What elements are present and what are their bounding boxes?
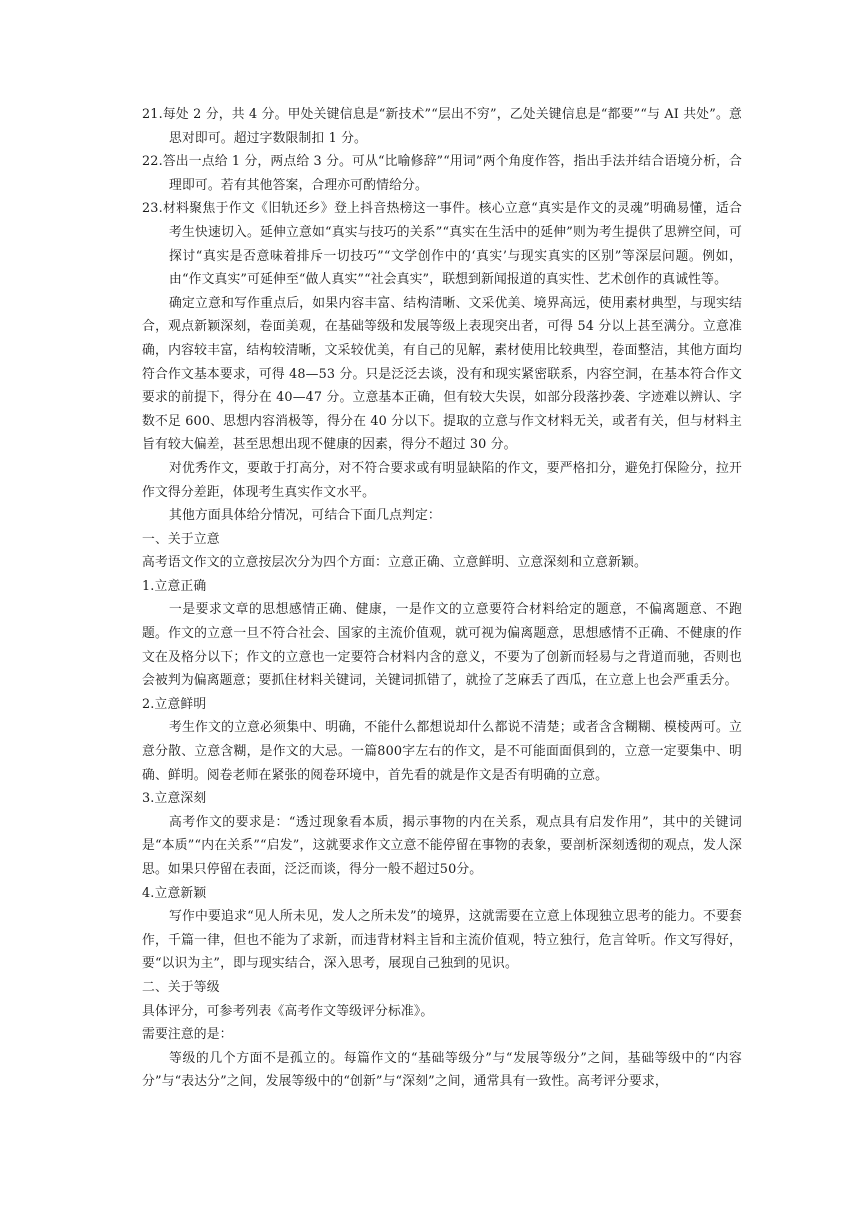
section-intro-lizi: 高考语文作文的立意按层次分为四个方面：立意正确、立意鲜明、立意深刻和立意新颖。	[142, 555, 647, 571]
subheading-distinct: 2.立意鲜明	[142, 696, 207, 712]
section-heading-lizi: 一、关于立意	[142, 531, 220, 547]
answer-23: 23.材料聚焦于作文《旧轨还乡》登上抖音热榜这一事件。核心立意“真实是作文的灵魂”明确易懂，适合考生快速切入。延伸立意如“真实与技巧的关系”“真实在生活中的延伸”则为考生提供了思辨空间，可探讨“真实是否意味着排斥一切技巧”“文学创作中的‘真实’与现实真实的区别”等深层问题。例如，由“作文真实”可延伸至“做人真实”“社会真实”，联想到新闻报道的真实性、艺术创作的真诚性等。	[142, 201, 742, 288]
subheading-correct: 1.立意正确	[142, 578, 207, 594]
grade-body: 等级的几个方面不是孤立的。每篇作文的“基础等级分”与“发展等级分”之间，基础等级中的“内容分”与“表达分”之间，发展等级中的“创新”与“深刻”之间，通常具有一致性。高考评分要求，	[142, 1050, 742, 1090]
subbody-distinct: 考生作文的立意必须集中、明确，不能什么都想说却什么都说不清楚；或者含含糊糊、模棱两可。立意分散、立意含糊，是作文的大忌。一篇800字左右的作文，是不可能面面俱到的，立意一定要集中、明确、鲜明。阅卷老师在紧张的阅卷环境中，首先看的就是作文是否有明确的立意。	[142, 720, 742, 783]
subbody-correct: 一是要求文章的思想感情正确、健康，一是作文的立意要符合材料给定的题意，不偏离题意、不跑题。作文的立意一旦不符合社会、国家的主流价值观，就可视为偏离题意，思想感情不正确、不健康的作文在及格分以下；作文的立意也一定要符合材料内含的意义，不要为了创新而轻易与之背道而驰，否则也会被判为偏离题意；要抓住材料关键词，关键词抓错了，就捡了芝麻丢了西瓜，在立意上也会严重丢分。	[142, 602, 742, 689]
subheading-novel: 4.立意新颖	[142, 885, 207, 901]
answer-key-page	[142, 103, 742, 1094]
subbody-novel: 写作中要追求“见人所未见，发人之所未发”的境界，这就需要在立意上体现独立思考的能力。不要套作，千篇一律，但也不能为了求新，而违背材料主旨和主流价值观，特立独行，危言耸听。作文写得好，要“以识为主”，即与现实结合，深入思考，展现自己独到的见识。	[142, 909, 742, 972]
section-heading-grade: 二、关于等级	[142, 979, 220, 995]
scoring-paragraph-1: 确定立意和写作重点后，如果内容丰富、结构清晰、文采优美、境界高远，使用素材典型，与现实结合，观点新颖深刻，卷面美观，在基础等级和发展等级上表现突出者，可得 54 分以上甚至满分。立意准确，内容较丰富，结构较清晰，文采较优美，有自己的见解，素材使用比较典型，卷面整洁，其他方面均符合作文基本要求，可得 48—53 分。只是泛泛去谈，没有和现实紧密联系，内容空洞，在基本符合作文要求的前提下，得分在 40—47 分。立意基本正确，但有较大失误，如部分段落抄袭、字迹难以辨认、字数不足 600、思想内容消极等，得分在 40 分以下。提取的立意与作文材料无关，或者有关，但与材料主旨有较大偏差，甚至思想出现不健康的因素，得分不超过 30 分。	[142, 295, 742, 453]
answer-22: 22.答出一点给 1 分，两点给 3 分。可从“比喻修辞”“用词”两个角度作答，指出手法并结合语境分析，合理即可。若有其他答案，合理亦可酌情给分。	[142, 154, 742, 193]
answer-21: 21.每处 2 分，共 4 分。甲处关键信息是“新技术”“层出不穷”，乙处关键信息是“都要”“与 AI 共处”。意思对即可。超过字数限制扣 1 分。	[142, 107, 742, 146]
scoring-paragraph-3: 其他方面具体给分情况，可结合下面几点判定：	[169, 508, 441, 524]
subheading-profound: 3.立意深刻	[142, 791, 207, 807]
grade-note-line: 需要注意的是：	[142, 1027, 233, 1043]
scoring-paragraph-2: 对优秀作文，要敢于打高分，对不符合要求或有明显缺陷的作文，要严格扣分，避免打保险分，拉开作文得分差距，体现考生真实作文水平。	[142, 460, 742, 500]
grade-reference-line: 具体评分，可参考列表《高考作文等级评分标准》。	[142, 1003, 434, 1019]
subbody-profound: 高考作文的要求是：“透过现象看本质，揭示事物的内在关系，观点具有启发作用”，其中的关键词是“本质”“内在关系”“启发”，这就要求作文立意不能停留在事物的表象，要剖析深刻透彻的观点，发人深思。如果只停留在表面，泛泛而谈，得分一般不超过50分。	[142, 814, 742, 877]
